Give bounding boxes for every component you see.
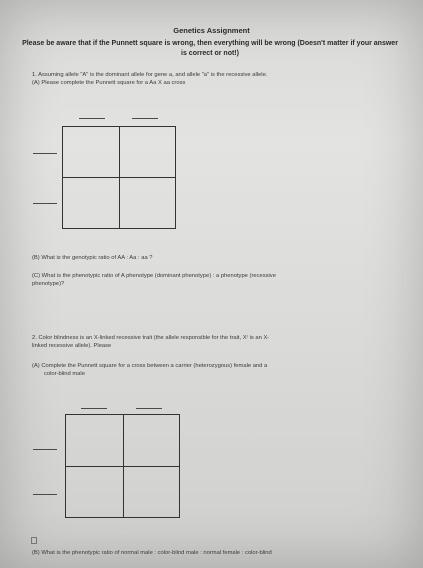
q2-part-a-line2: color-blind male <box>44 371 85 377</box>
page-title: Genetics Assignment <box>173 26 250 35</box>
q2-part-b: (B) What is the phenotypic ratio of normal male : color-blind male : normal female : color-blind <box>32 550 272 556</box>
allele-blank-top-left-2[interactable] <box>81 408 107 409</box>
punnett-square-1[interactable] <box>62 126 176 229</box>
punnett-square-2[interactable] <box>65 414 180 518</box>
checkbox-icon[interactable] <box>31 537 37 544</box>
q1-part-c-line1: (C) What is the phenotypic ratio of A phenotype (dominant phenotype) : a phenotype (recessive <box>32 273 276 279</box>
q1-part-c-line2: phenotype)? <box>32 281 65 287</box>
allele-blank-top-left[interactable] <box>79 118 105 119</box>
q2-part-a-line1: (A) Complete the Punnett square for a cross between a carrier (heterozygous) female and a <box>32 363 268 369</box>
allele-blank-side-top[interactable] <box>33 153 57 154</box>
allele-blank-top-right[interactable] <box>132 118 158 119</box>
q1-part-b: (B) What is the genotypic ratio of AA : Aa : aa ? <box>32 255 153 261</box>
q1-intro: 1. Assuming allele "A" is the dominant allele for gene a, and allele "a" is the recessive allele. <box>32 72 268 78</box>
warning-text: Please be aware that if the Punnett square is wrong, then everything will be wrong (Doesn't matter if your answer is correct or not!) <box>22 40 398 57</box>
allele-blank-top-right-2[interactable] <box>136 408 162 409</box>
allele-blank-side-bottom[interactable] <box>33 203 57 204</box>
q2-intro-line1: 2. Color blindness is an X-linked recessive trait (the allele responsible for the trait, Xʳ is an X- <box>32 335 270 341</box>
q1-part-a: (A) Please complete the Punnett square for a Aa X aa cross <box>32 80 186 86</box>
allele-blank-side-bottom-2[interactable] <box>33 494 57 495</box>
allele-blank-side-top-2[interactable] <box>33 449 57 450</box>
q2-intro-line2: linked recessive allele). Please <box>32 343 112 349</box>
